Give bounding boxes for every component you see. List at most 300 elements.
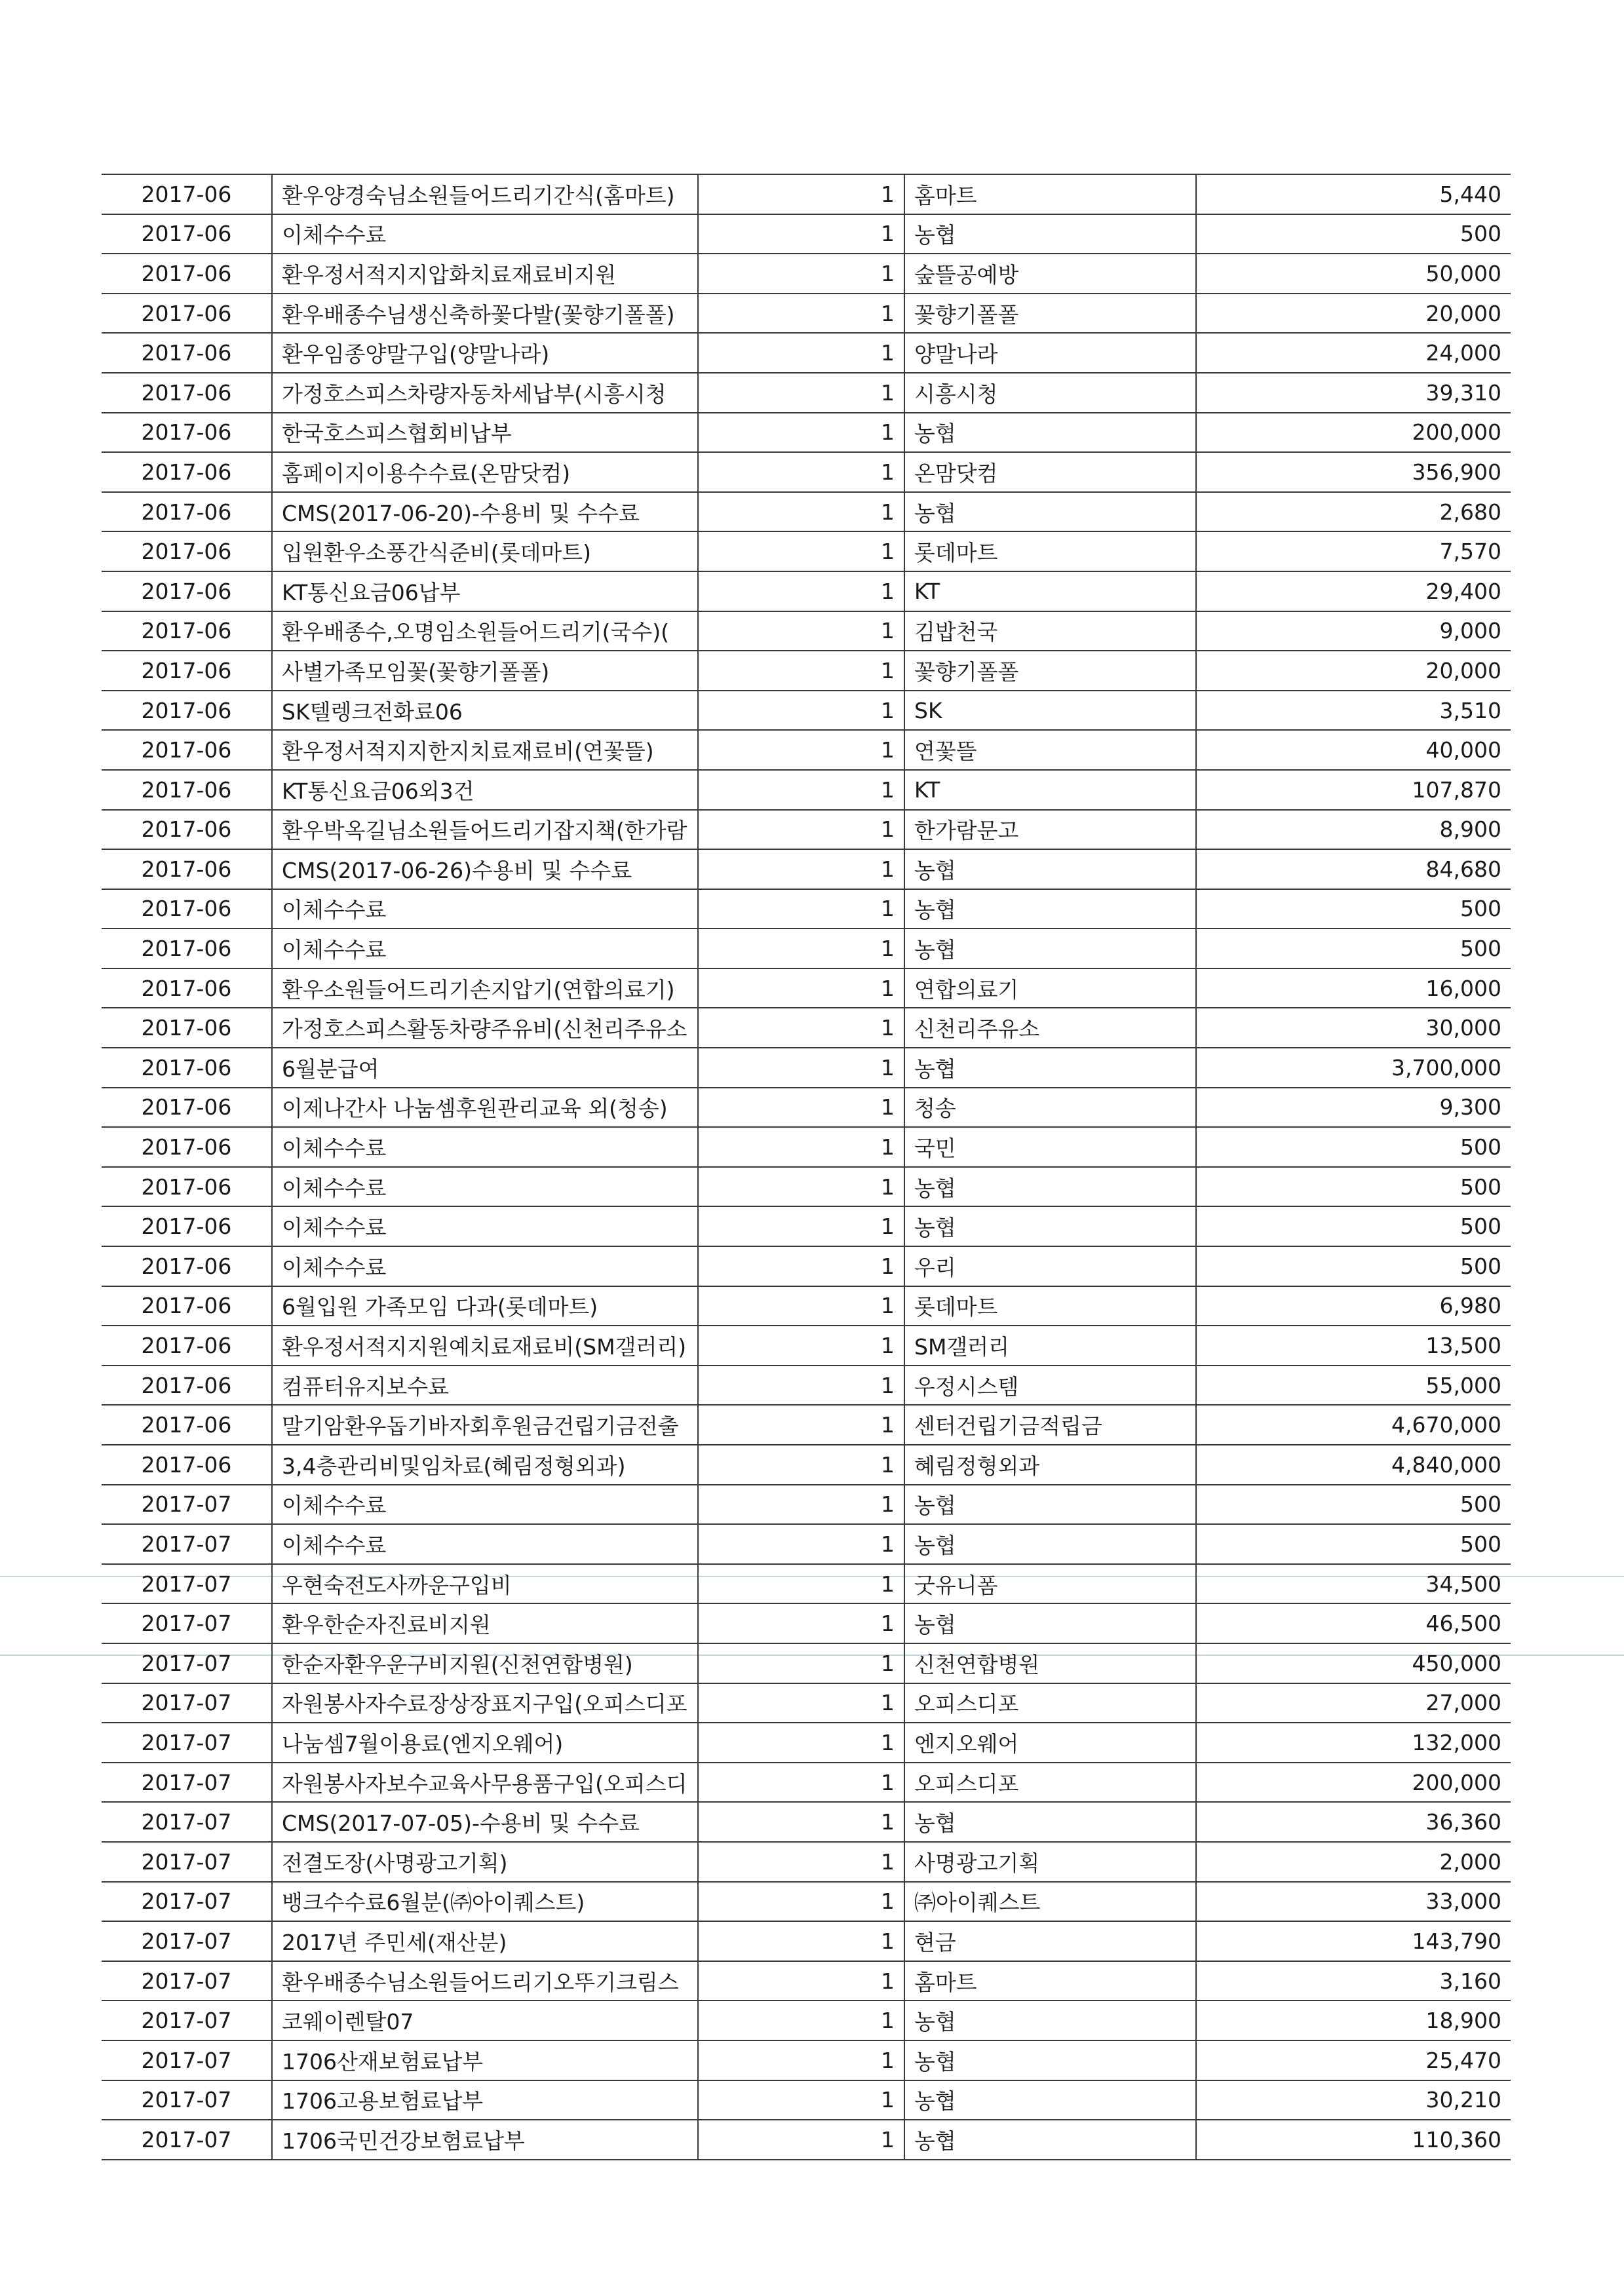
vendor-cell: 농협 bbox=[904, 413, 1196, 453]
table-row bbox=[102, 2040, 1511, 2080]
vendor-cell: 우리 bbox=[904, 1246, 1196, 1286]
description-cell: CMS(2017-06-20)-수용비 및 수수료 bbox=[272, 492, 698, 532]
date-cell: 2017-07 bbox=[102, 1485, 272, 1525]
quantity-cell: 1 bbox=[698, 1206, 904, 1246]
amount-cell: 8,900 bbox=[1196, 810, 1511, 850]
amount-cell: 6,980 bbox=[1196, 1286, 1511, 1326]
vendor-cell: 농협 bbox=[904, 1524, 1196, 1564]
description-cell: 환우배종수님생신축하꽃다발(꽃향기폴폴) bbox=[272, 294, 698, 334]
vendor-cell: 김밥천국 bbox=[904, 611, 1196, 651]
amount-cell: 500 bbox=[1196, 1524, 1511, 1564]
description-cell: 입원환우소풍간식준비(롯데마트) bbox=[272, 531, 698, 571]
amount-cell: 450,000 bbox=[1196, 1643, 1511, 1683]
date-cell: 2017-07 bbox=[102, 1723, 272, 1763]
amount-cell: 3,510 bbox=[1196, 691, 1511, 731]
description-cell: 우현숙전도사까운구입비 bbox=[272, 1564, 698, 1604]
quantity-cell: 1 bbox=[698, 1723, 904, 1763]
date-cell: 2017-06 bbox=[102, 1088, 272, 1128]
table-row bbox=[102, 810, 1511, 850]
quantity-cell: 1 bbox=[698, 174, 904, 214]
vendor-cell: 농협 bbox=[904, 1206, 1196, 1246]
vendor-cell: 양말나라 bbox=[904, 333, 1196, 373]
date-cell: 2017-07 bbox=[102, 1842, 272, 1882]
date-cell: 2017-07 bbox=[102, 1763, 272, 1803]
date-cell: 2017-07 bbox=[102, 2080, 272, 2120]
amount-cell: 20,000 bbox=[1196, 294, 1511, 334]
vendor-cell: 현금 bbox=[904, 1921, 1196, 1961]
date-cell: 2017-07 bbox=[102, 1921, 272, 1961]
table-row bbox=[102, 1206, 1511, 1246]
description-cell: 홈페이지이용수수료(온맘닷컴) bbox=[272, 452, 698, 492]
quantity-cell: 1 bbox=[698, 1603, 904, 1643]
vendor-cell: 엔지오웨어 bbox=[904, 1723, 1196, 1763]
description-cell: 환우정서적지지한지치료재료비(연꽃뜰) bbox=[272, 730, 698, 770]
vendor-cell: 온맘닷컴 bbox=[904, 452, 1196, 492]
amount-cell: 4,840,000 bbox=[1196, 1445, 1511, 1485]
date-cell: 2017-07 bbox=[102, 1564, 272, 1604]
table-row bbox=[102, 1405, 1511, 1445]
date-cell: 2017-06 bbox=[102, 174, 272, 214]
quantity-cell: 1 bbox=[698, 1683, 904, 1723]
description-cell: 전결도장(사명광고기획) bbox=[272, 1842, 698, 1882]
amount-cell: 143,790 bbox=[1196, 1921, 1511, 1961]
amount-cell: 500 bbox=[1196, 1167, 1511, 1207]
amount-cell: 27,000 bbox=[1196, 1683, 1511, 1723]
date-cell: 2017-06 bbox=[102, 1167, 272, 1207]
amount-cell: 200,000 bbox=[1196, 1763, 1511, 1803]
date-cell: 2017-07 bbox=[102, 2040, 272, 2080]
table-row bbox=[102, 254, 1511, 294]
description-cell: 이체수수료 bbox=[272, 1246, 698, 1286]
date-cell: 2017-06 bbox=[102, 1127, 272, 1167]
amount-cell: 40,000 bbox=[1196, 730, 1511, 770]
quantity-cell: 1 bbox=[698, 611, 904, 651]
date-cell: 2017-06 bbox=[102, 968, 272, 1008]
vendor-cell: 농협 bbox=[904, 1167, 1196, 1207]
date-cell: 2017-06 bbox=[102, 849, 272, 889]
date-cell: 2017-07 bbox=[102, 1802, 272, 1842]
amount-cell: 84,680 bbox=[1196, 849, 1511, 889]
vendor-cell: 홈마트 bbox=[904, 1961, 1196, 2001]
vendor-cell: 농협 bbox=[904, 2120, 1196, 2160]
amount-cell: 132,000 bbox=[1196, 1723, 1511, 1763]
quantity-cell: 1 bbox=[698, 2040, 904, 2080]
description-cell: 1706국민건강보험료납부 bbox=[272, 2120, 698, 2160]
quantity-cell: 1 bbox=[698, 1564, 904, 1604]
vendor-cell: 농협 bbox=[904, 1485, 1196, 1525]
amount-cell: 30,210 bbox=[1196, 2080, 1511, 2120]
table-row bbox=[102, 214, 1511, 254]
date-cell: 2017-06 bbox=[102, 691, 272, 731]
quantity-cell: 1 bbox=[698, 1802, 904, 1842]
amount-cell: 25,470 bbox=[1196, 2040, 1511, 2080]
table-row bbox=[102, 452, 1511, 492]
date-cell: 2017-06 bbox=[102, 254, 272, 294]
quantity-cell: 1 bbox=[698, 2080, 904, 2120]
table-row bbox=[102, 531, 1511, 571]
quantity-cell: 1 bbox=[698, 968, 904, 1008]
vendor-cell: 우정시스템 bbox=[904, 1366, 1196, 1406]
table-row bbox=[102, 1048, 1511, 1088]
vendor-cell: KT bbox=[904, 571, 1196, 611]
description-cell: 이체수수료 bbox=[272, 1127, 698, 1167]
table-row bbox=[102, 1564, 1511, 1604]
date-cell: 2017-06 bbox=[102, 531, 272, 571]
amount-cell: 13,500 bbox=[1196, 1326, 1511, 1366]
table-row bbox=[102, 1127, 1511, 1167]
table-row bbox=[102, 1485, 1511, 1525]
date-cell: 2017-07 bbox=[102, 1961, 272, 2001]
quantity-cell: 1 bbox=[698, 571, 904, 611]
vendor-cell: 홈마트 bbox=[904, 174, 1196, 214]
quantity-cell: 1 bbox=[698, 1921, 904, 1961]
amount-cell: 36,360 bbox=[1196, 1802, 1511, 1842]
amount-cell: 500 bbox=[1196, 928, 1511, 968]
table-row bbox=[102, 373, 1511, 413]
expense-ledger-table bbox=[102, 174, 1511, 2160]
amount-cell: 2,000 bbox=[1196, 1842, 1511, 1882]
date-cell: 2017-06 bbox=[102, 1366, 272, 1406]
quantity-cell: 1 bbox=[698, 1882, 904, 1922]
vendor-cell: 롯데마트 bbox=[904, 531, 1196, 571]
quantity-cell: 1 bbox=[698, 691, 904, 731]
table-row bbox=[102, 1008, 1511, 1048]
date-cell: 2017-06 bbox=[102, 810, 272, 850]
description-cell: 2017년 주민세(재산분) bbox=[272, 1921, 698, 1961]
quantity-cell: 1 bbox=[698, 294, 904, 334]
quantity-cell: 1 bbox=[698, 1445, 904, 1485]
date-cell: 2017-06 bbox=[102, 1008, 272, 1048]
table-row bbox=[102, 1921, 1511, 1961]
amount-cell: 24,000 bbox=[1196, 333, 1511, 373]
quantity-cell: 1 bbox=[698, 413, 904, 453]
quantity-cell: 1 bbox=[698, 730, 904, 770]
table-row bbox=[102, 1524, 1511, 1564]
quantity-cell: 1 bbox=[698, 333, 904, 373]
description-cell: 환우정서적지지압화치료재료비지원 bbox=[272, 254, 698, 294]
description-cell: 이체수수료 bbox=[272, 1524, 698, 1564]
description-cell: 환우양경숙님소원들어드리기간식(홈마트) bbox=[272, 174, 698, 214]
description-cell: 1706산재보험료납부 bbox=[272, 2040, 698, 2080]
vendor-cell: 롯데마트 bbox=[904, 1286, 1196, 1326]
quantity-cell: 1 bbox=[698, 1286, 904, 1326]
vendor-cell: 농협 bbox=[904, 928, 1196, 968]
description-cell: CMS(2017-07-05)-수용비 및 수수료 bbox=[272, 1802, 698, 1842]
table-row bbox=[102, 2120, 1511, 2160]
quantity-cell: 1 bbox=[698, 1008, 904, 1048]
table-row bbox=[102, 1286, 1511, 1326]
description-cell: 환우박옥길님소원들어드리기잡지책(한가람 bbox=[272, 810, 698, 850]
amount-cell: 3,160 bbox=[1196, 1961, 1511, 2001]
quantity-cell: 1 bbox=[698, 651, 904, 691]
description-cell: 이제나간사 나눔셈후원관리교육 외(청송) bbox=[272, 1088, 698, 1128]
description-cell: CMS(2017-06-26)수용비 및 수수료 bbox=[272, 849, 698, 889]
vendor-cell: 센터건립기금적립금 bbox=[904, 1405, 1196, 1445]
amount-cell: 33,000 bbox=[1196, 1882, 1511, 1922]
amount-cell: 356,900 bbox=[1196, 452, 1511, 492]
vendor-cell: 꽃향기폴폴 bbox=[904, 651, 1196, 691]
quantity-cell: 1 bbox=[698, 810, 904, 850]
description-cell: 한국호스피스협회비납부 bbox=[272, 413, 698, 453]
table-row bbox=[102, 1842, 1511, 1882]
description-cell: 코웨이렌탈07 bbox=[272, 2000, 698, 2040]
quantity-cell: 1 bbox=[698, 928, 904, 968]
table-row bbox=[102, 928, 1511, 968]
quantity-cell: 1 bbox=[698, 492, 904, 532]
description-cell: 사별가족모임꽃(꽃향기폴폴) bbox=[272, 651, 698, 691]
description-cell: 환우임종양말구입(양말나라) bbox=[272, 333, 698, 373]
date-cell: 2017-06 bbox=[102, 770, 272, 810]
vendor-cell: SK bbox=[904, 691, 1196, 731]
date-cell: 2017-06 bbox=[102, 1326, 272, 1366]
vendor-cell: 농협 bbox=[904, 1048, 1196, 1088]
quantity-cell: 1 bbox=[698, 1485, 904, 1525]
table-row bbox=[102, 1366, 1511, 1406]
quantity-cell: 1 bbox=[698, 1405, 904, 1445]
vendor-cell: 청송 bbox=[904, 1088, 1196, 1128]
amount-cell: 29,400 bbox=[1196, 571, 1511, 611]
table-row bbox=[102, 770, 1511, 810]
ledger-body bbox=[102, 174, 1511, 2160]
quantity-cell: 1 bbox=[698, 2000, 904, 2040]
table-row bbox=[102, 1326, 1511, 1366]
table-row bbox=[102, 1167, 1511, 1207]
quantity-cell: 1 bbox=[698, 254, 904, 294]
description-cell: 한순자환우운구비지원(신천연합병원) bbox=[272, 1643, 698, 1683]
table-row bbox=[102, 1603, 1511, 1643]
quantity-cell: 1 bbox=[698, 1842, 904, 1882]
amount-cell: 107,870 bbox=[1196, 770, 1511, 810]
vendor-cell: 꽃향기폴폴 bbox=[904, 294, 1196, 334]
amount-cell: 46,500 bbox=[1196, 1603, 1511, 1643]
date-cell: 2017-06 bbox=[102, 1048, 272, 1088]
description-cell: 가정호스피스활동차량주유비(신천리주유소 bbox=[272, 1008, 698, 1048]
description-cell: KT통신요금06납부 bbox=[272, 571, 698, 611]
date-cell: 2017-07 bbox=[102, 1683, 272, 1723]
date-cell: 2017-07 bbox=[102, 1882, 272, 1922]
quantity-cell: 1 bbox=[698, 1088, 904, 1128]
date-cell: 2017-06 bbox=[102, 611, 272, 651]
amount-cell: 500 bbox=[1196, 889, 1511, 929]
quantity-cell: 1 bbox=[698, 889, 904, 929]
vendor-cell: 신천리주유소 bbox=[904, 1008, 1196, 1048]
vendor-cell: 국민 bbox=[904, 1127, 1196, 1167]
vendor-cell: 농협 bbox=[904, 1603, 1196, 1643]
date-cell: 2017-06 bbox=[102, 373, 272, 413]
table-row bbox=[102, 730, 1511, 770]
description-cell: 환우배종수,오명임소원들어드리기(국수)( bbox=[272, 611, 698, 651]
vendor-cell: 연꽃뜰 bbox=[904, 730, 1196, 770]
table-row bbox=[102, 1683, 1511, 1723]
quantity-cell: 1 bbox=[698, 531, 904, 571]
table-row bbox=[102, 1088, 1511, 1128]
table-row bbox=[102, 174, 1511, 214]
description-cell: 뱅크수수료6월분(㈜아이퀘스트) bbox=[272, 1882, 698, 1922]
quantity-cell: 1 bbox=[698, 849, 904, 889]
table-row bbox=[102, 1802, 1511, 1842]
description-cell: 이체수수료 bbox=[272, 889, 698, 929]
vendor-cell: 농협 bbox=[904, 214, 1196, 254]
amount-cell: 500 bbox=[1196, 214, 1511, 254]
vendor-cell: 시흥시청 bbox=[904, 373, 1196, 413]
date-cell: 2017-06 bbox=[102, 214, 272, 254]
table-row bbox=[102, 1723, 1511, 1763]
table-row bbox=[102, 1246, 1511, 1286]
amount-cell: 16,000 bbox=[1196, 968, 1511, 1008]
amount-cell: 200,000 bbox=[1196, 413, 1511, 453]
quantity-cell: 1 bbox=[698, 770, 904, 810]
date-cell: 2017-06 bbox=[102, 1206, 272, 1246]
description-cell: 3,4층관리비및임차료(혜림정형외과) bbox=[272, 1445, 698, 1485]
date-cell: 2017-06 bbox=[102, 492, 272, 532]
table-row bbox=[102, 1961, 1511, 2001]
quantity-cell: 1 bbox=[698, 1961, 904, 2001]
table-row bbox=[102, 492, 1511, 532]
amount-cell: 18,900 bbox=[1196, 2000, 1511, 2040]
amount-cell: 500 bbox=[1196, 1246, 1511, 1286]
table-row bbox=[102, 294, 1511, 334]
description-cell: SK텔렝크전화료06 bbox=[272, 691, 698, 731]
description-cell: KT통신요금06외3건 bbox=[272, 770, 698, 810]
vendor-cell: SM갤러리 bbox=[904, 1326, 1196, 1366]
date-cell: 2017-06 bbox=[102, 928, 272, 968]
description-cell: 이체수수료 bbox=[272, 928, 698, 968]
description-cell: 컴퓨터유지보수료 bbox=[272, 1366, 698, 1406]
quantity-cell: 1 bbox=[698, 1326, 904, 1366]
amount-cell: 4,670,000 bbox=[1196, 1405, 1511, 1445]
vendor-cell: 한가람문고 bbox=[904, 810, 1196, 850]
date-cell: 2017-06 bbox=[102, 294, 272, 334]
table-row bbox=[102, 2080, 1511, 2120]
vendor-cell: KT bbox=[904, 770, 1196, 810]
amount-cell: 50,000 bbox=[1196, 254, 1511, 294]
date-cell: 2017-06 bbox=[102, 1405, 272, 1445]
vendor-cell: 숲뜰공예방 bbox=[904, 254, 1196, 294]
description-cell: 자원봉사자보수교육사무용품구입(오피스디 bbox=[272, 1763, 698, 1803]
amount-cell: 9,300 bbox=[1196, 1088, 1511, 1128]
amount-cell: 9,000 bbox=[1196, 611, 1511, 651]
table-row bbox=[102, 571, 1511, 611]
amount-cell: 55,000 bbox=[1196, 1366, 1511, 1406]
vendor-cell: 혜림정형외과 bbox=[904, 1445, 1196, 1485]
quantity-cell: 1 bbox=[698, 452, 904, 492]
quantity-cell: 1 bbox=[698, 373, 904, 413]
vendor-cell: 연합의료기 bbox=[904, 968, 1196, 1008]
vendor-cell: 농협 bbox=[904, 492, 1196, 532]
table-row bbox=[102, 849, 1511, 889]
date-cell: 2017-06 bbox=[102, 1286, 272, 1326]
quantity-cell: 1 bbox=[698, 1048, 904, 1088]
date-cell: 2017-06 bbox=[102, 730, 272, 770]
amount-cell: 3,700,000 bbox=[1196, 1048, 1511, 1088]
date-cell: 2017-06 bbox=[102, 889, 272, 929]
description-cell: 1706고용보험료납부 bbox=[272, 2080, 698, 2120]
vendor-cell: ㈜아이퀘스트 bbox=[904, 1882, 1196, 1922]
amount-cell: 39,310 bbox=[1196, 373, 1511, 413]
quantity-cell: 1 bbox=[698, 1366, 904, 1406]
date-cell: 2017-07 bbox=[102, 2120, 272, 2160]
description-cell: 가정호스피스차량자동차세납부(시흥시청 bbox=[272, 373, 698, 413]
amount-cell: 110,360 bbox=[1196, 2120, 1511, 2160]
date-cell: 2017-07 bbox=[102, 2000, 272, 2040]
date-cell: 2017-07 bbox=[102, 1524, 272, 1564]
vendor-cell: 농협 bbox=[904, 2000, 1196, 2040]
table-row bbox=[102, 611, 1511, 651]
date-cell: 2017-06 bbox=[102, 333, 272, 373]
date-cell: 2017-06 bbox=[102, 1445, 272, 1485]
vendor-cell: 굿유니폼 bbox=[904, 1564, 1196, 1604]
vendor-cell: 사명광고기획 bbox=[904, 1842, 1196, 1882]
table-row bbox=[102, 691, 1511, 731]
date-cell: 2017-06 bbox=[102, 571, 272, 611]
date-cell: 2017-06 bbox=[102, 1246, 272, 1286]
quantity-cell: 1 bbox=[698, 1127, 904, 1167]
description-cell: 환우정서적지지원예치료재료비(SM갤러리) bbox=[272, 1326, 698, 1366]
vendor-cell: 오피스디포 bbox=[904, 1683, 1196, 1723]
vendor-cell: 농협 bbox=[904, 849, 1196, 889]
description-cell: 이체수수료 bbox=[272, 214, 698, 254]
amount-cell: 500 bbox=[1196, 1127, 1511, 1167]
description-cell: 환우한순자진료비지원 bbox=[272, 1603, 698, 1643]
date-cell: 2017-07 bbox=[102, 1603, 272, 1643]
quantity-cell: 1 bbox=[698, 214, 904, 254]
amount-cell: 7,570 bbox=[1196, 531, 1511, 571]
date-cell: 2017-06 bbox=[102, 413, 272, 453]
description-cell: 환우소원들어드리기손지압기(연합의료기) bbox=[272, 968, 698, 1008]
vendor-cell: 농협 bbox=[904, 889, 1196, 929]
description-cell: 6월분급여 bbox=[272, 1048, 698, 1088]
quantity-cell: 1 bbox=[698, 2120, 904, 2160]
amount-cell: 2,680 bbox=[1196, 492, 1511, 532]
table-row bbox=[102, 1882, 1511, 1922]
table-row bbox=[102, 413, 1511, 453]
description-cell: 이체수수료 bbox=[272, 1206, 698, 1246]
description-cell: 환우배종수님소원들어드리기오뚜기크림스 bbox=[272, 1961, 698, 2001]
amount-cell: 34,500 bbox=[1196, 1564, 1511, 1604]
vendor-cell: 오피스디포 bbox=[904, 1763, 1196, 1803]
description-cell: 6월입원 가족모임 다과(롯데마트) bbox=[272, 1286, 698, 1326]
table-row bbox=[102, 333, 1511, 373]
quantity-cell: 1 bbox=[698, 1524, 904, 1564]
table-row bbox=[102, 889, 1511, 929]
quantity-cell: 1 bbox=[698, 1643, 904, 1683]
vendor-cell: 농협 bbox=[904, 2040, 1196, 2080]
amount-cell: 500 bbox=[1196, 1485, 1511, 1525]
table-row bbox=[102, 1643, 1511, 1683]
quantity-cell: 1 bbox=[698, 1763, 904, 1803]
date-cell: 2017-07 bbox=[102, 1643, 272, 1683]
date-cell: 2017-06 bbox=[102, 651, 272, 691]
amount-cell: 500 bbox=[1196, 1206, 1511, 1246]
table-row bbox=[102, 651, 1511, 691]
description-cell: 자원봉사자수료장상장표지구입(오피스디포 bbox=[272, 1683, 698, 1723]
table-row bbox=[102, 1445, 1511, 1485]
vendor-cell: 농협 bbox=[904, 2080, 1196, 2120]
table-row bbox=[102, 2000, 1511, 2040]
date-cell: 2017-06 bbox=[102, 452, 272, 492]
quantity-cell: 1 bbox=[698, 1246, 904, 1286]
description-cell: 이체수수료 bbox=[272, 1485, 698, 1525]
description-cell: 나눔셈7월이용료(엔지오웨어) bbox=[272, 1723, 698, 1763]
description-cell: 말기암환우돕기바자회후원금건립기금전출 bbox=[272, 1405, 698, 1445]
vendor-cell: 농협 bbox=[904, 1802, 1196, 1842]
description-cell: 이체수수료 bbox=[272, 1167, 698, 1207]
vendor-cell: 신천연합병원 bbox=[904, 1643, 1196, 1683]
table-row bbox=[102, 1763, 1511, 1803]
table-row bbox=[102, 968, 1511, 1008]
amount-cell: 20,000 bbox=[1196, 651, 1511, 691]
amount-cell: 5,440 bbox=[1196, 174, 1511, 214]
